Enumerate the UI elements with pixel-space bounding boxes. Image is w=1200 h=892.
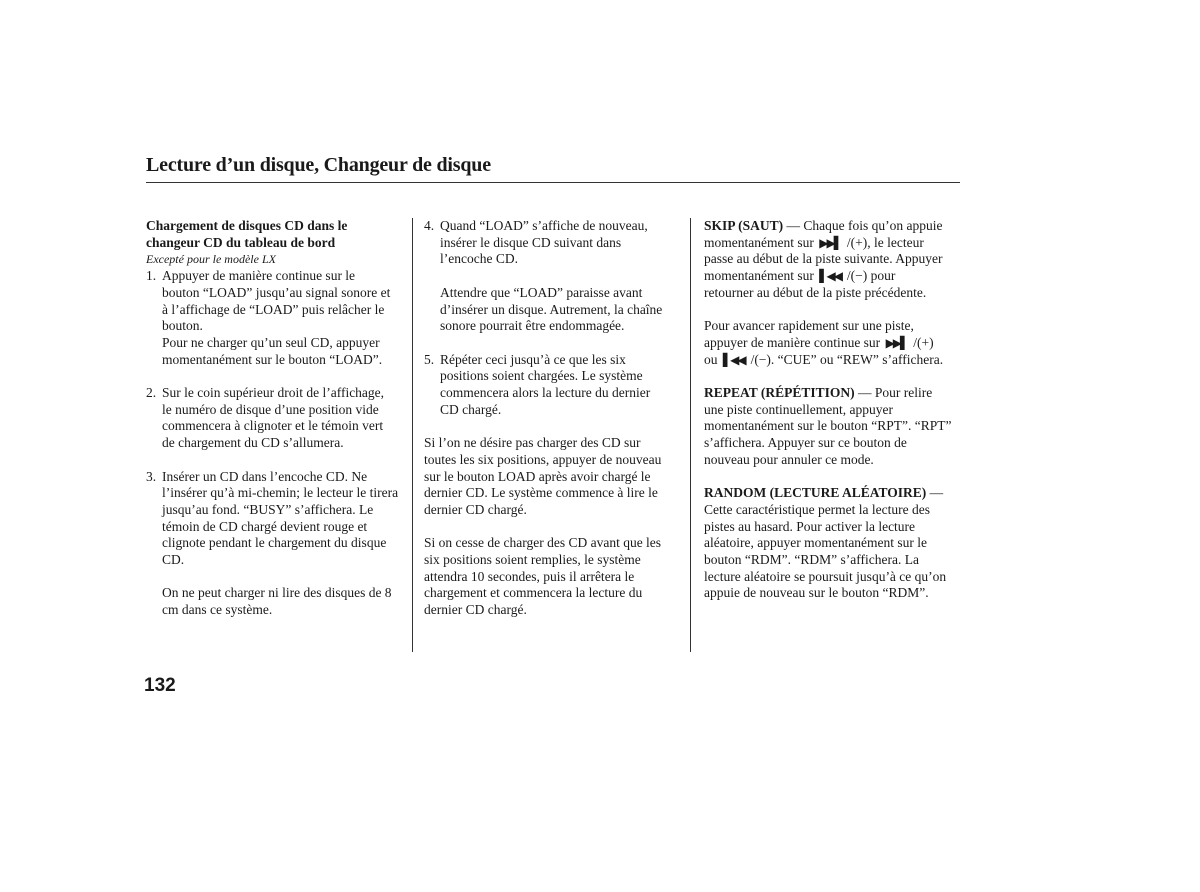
model-note: Excepté pour le modèle LX <box>146 252 276 267</box>
text-line: Attendre que “LOAD” paraisse avant <box>440 284 643 300</box>
text-line: à l’affichage de “LOAD” puis relâcher le <box>162 301 385 317</box>
text-line: — Chaque fois qu’on appuie <box>783 218 943 233</box>
text-line: de chargement du CD s’allumera. <box>162 435 344 451</box>
text-line: clignote pendant le chargement du disque <box>162 535 387 551</box>
step-3 <box>146 469 408 619</box>
text-line: appuie de nouveau sur le bouton “RDM”. <box>704 585 929 601</box>
text-line: CD chargé. <box>440 401 502 417</box>
text-line: l’insérer qu’à mi-chemin; le lecteur le tirera <box>162 485 399 501</box>
text-line: momentanément sur <box>704 268 814 284</box>
text-line: retourner au début de la piste précédente. <box>704 284 927 300</box>
text-line: six positions soient remplies, le système <box>424 552 641 567</box>
text-line: momentanément sur le bouton “RPT”. “RPT” <box>704 418 952 434</box>
text-line: Pour avancer rapidement sur une piste, <box>704 318 914 334</box>
text-line: toutes les six positions, appuyer de nouveau <box>424 451 662 467</box>
step-number: 1. <box>146 268 157 284</box>
text-line: Insérer un CD dans l’encoche CD. Ne <box>162 468 368 484</box>
random-section <box>704 485 962 602</box>
random-heading: RANDOM (LECTURE ALÉATOIRE) <box>704 485 927 501</box>
text-line: témoin de CD chargé devient rouge et <box>162 518 368 534</box>
text-line: le numéro de disque d’une position vide <box>162 401 379 417</box>
text-line: bouton “RDM”. “RDM” s’affichera. La <box>704 552 919 568</box>
text-line: Pour ne charger qu’un seul CD, appuyer <box>162 334 380 350</box>
text-line: ou <box>704 351 718 367</box>
text-line: s’affichera. Appuyer sur ce bouton de <box>704 435 907 451</box>
skip-heading: SKIP (SAUT) <box>704 218 784 233</box>
step-4 <box>424 218 686 335</box>
page-title: Lecture d’un disque, Changeur de disque <box>146 154 491 176</box>
repeat-heading: REPEAT (RÉPÉTITION) <box>704 385 855 400</box>
text-line: attendra 10 secondes, puis il arrêtera le <box>424 568 635 584</box>
text-line: dernier CD chargé. <box>424 602 527 618</box>
text-line: — <box>926 485 944 501</box>
text-line: appuyer de manière continue sur <box>704 334 881 350</box>
paragraph-timeout <box>424 535 686 619</box>
step-number: 2. <box>146 385 157 401</box>
text-line: momentanément sur <box>704 234 814 250</box>
text-line: nouveau pour annuler ce mode. <box>704 451 874 467</box>
text-line: /(−). “CUE” ou “REW” s’affichera. <box>750 351 944 367</box>
text-line: Sur le coin supérieur droit de l’affichage, <box>162 385 385 401</box>
text-line: chargement et commencera la lecture du <box>424 585 643 601</box>
step-5 <box>424 352 686 419</box>
text-line: Cette caractéristique permet la lecture des <box>704 501 931 517</box>
fast-forward-section <box>704 318 962 368</box>
text-line: bouton “LOAD” jusqu’au signal sonore et <box>162 284 391 300</box>
step-number: 4. <box>424 218 435 233</box>
text-line: On ne peut charger ni lire des disques de 8 <box>162 585 392 601</box>
repeat-section <box>704 385 962 469</box>
skip-forward-icon: ▶▶▌ <box>885 335 908 350</box>
text-line: Quand “LOAD” s’affiche de nouveau, <box>440 218 648 233</box>
column-1 <box>146 218 408 619</box>
text-line: pistes au hasard. Pour activer la lecture <box>704 518 916 534</box>
column-3 <box>704 218 962 602</box>
text-line: Si on cesse de charger des CD avant que les <box>424 535 662 551</box>
title-divider <box>146 182 960 183</box>
text-line: lecture aléatoire se poursuit jusqu’à ce qu’on <box>704 568 947 584</box>
skip-back-icon: ▌◀◀ <box>819 269 841 284</box>
text-line: Appuyer de manière continue sur le <box>162 268 356 284</box>
text-line: Répéter ceci jusqu’à ce que les six <box>440 351 626 367</box>
step-number: 5. <box>424 351 435 367</box>
column-divider-1 <box>412 218 413 652</box>
text-line: jusqu’au fond. “BUSY” s’affichera. Le <box>162 501 374 517</box>
text-line: passe au début de la piste suivante. Appuyer <box>704 251 943 267</box>
text-line: une piste continuellement, appuyer <box>704 401 893 417</box>
step-number: 3. <box>146 468 157 484</box>
text-line: cm dans ce système. <box>162 602 273 618</box>
text-line: dernier CD. Le système commence à lire le <box>424 485 658 501</box>
text-line: CD. <box>162 552 185 568</box>
column-divider-2 <box>690 218 691 652</box>
text-line: positions soient chargées. Le système <box>440 368 643 384</box>
text-line: commencera alors la lecture du dernier <box>440 385 651 400</box>
text-line: /(−) pour <box>846 268 896 284</box>
text-line: d’insérer un disque. Autrement, la chaîne <box>440 301 663 317</box>
section-heading: Chargement de disques CD dans le <box>146 218 348 233</box>
column-2 <box>424 218 686 619</box>
skip-section <box>704 218 962 302</box>
text-line: — Pour relire <box>854 385 933 400</box>
skip-forward-icon: ▶▶▌ <box>819 235 841 250</box>
text-line: bouton. <box>162 318 203 334</box>
text-line: sonore pourrait être endommagée. <box>440 318 625 334</box>
step-2 <box>146 385 408 452</box>
section-heading: changeur CD du tableau de bord <box>146 234 336 250</box>
paragraph-partial-load <box>424 435 686 519</box>
text-line: sur le bouton LOAD après avoir chargé le <box>424 468 651 484</box>
text-line: Si l’on ne désire pas charger des CD sur <box>424 435 641 451</box>
text-line: commencera à clignoter et le témoin vert <box>162 418 384 434</box>
text-line: insérer le disque CD suivant dans <box>440 234 622 250</box>
skip-back-icon: ▌◀◀ <box>722 352 745 367</box>
text-line: aléatoire, appuyer momentanément sur le <box>704 535 928 551</box>
text-line: momentanément sur le bouton “LOAD”. <box>162 351 383 367</box>
text-line: dernier CD chargé. <box>424 501 527 517</box>
text-line: /(+), le lecteur <box>846 234 924 250</box>
text-line: /(+) <box>913 334 934 350</box>
step-1 <box>146 268 408 368</box>
page-number: 132 <box>144 675 176 696</box>
text-line: l’encoche CD. <box>440 251 518 267</box>
